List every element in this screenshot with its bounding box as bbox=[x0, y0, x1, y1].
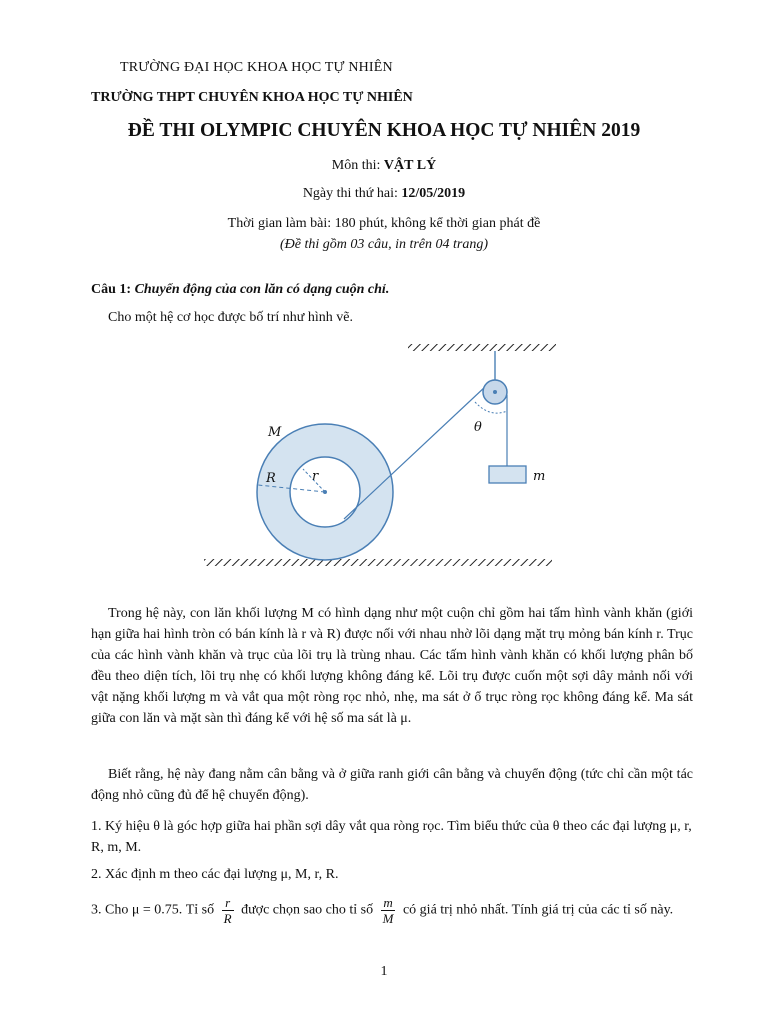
spool-center bbox=[323, 490, 327, 494]
school-name: TRƯỜNG THPT CHUYÊN KHOA HỌC TỰ NHIÊN bbox=[91, 90, 413, 105]
task-3-part-b: được chọn sao cho tỉ số bbox=[241, 902, 374, 918]
date-label: Ngày thi thứ hai: bbox=[302, 186, 398, 201]
label-r: r bbox=[312, 469, 319, 484]
ratio-m-over-M: $\frac{m}{M}$ bbox=[382, 895, 394, 926]
exam-title: ĐỀ THI OLYMPIC CHUYÊN KHOA HỌC TỰ NHIÊN 2019 bbox=[127, 120, 641, 141]
task-1: 1. Ký hiệu θ là góc hợp giữa hai phần sợi dây vắt qua ròng rọc. Tìm biểu thức của θ theo các đại lượng μ, r, R, m, M. bbox=[91, 819, 692, 855]
question-1-label: Câu 1: bbox=[91, 282, 132, 297]
task-3-part-c: có giá trị nhỏ nhất. Tính giá trị của các tỉ số này. bbox=[402, 902, 674, 918]
floor-hatch bbox=[204, 559, 552, 566]
question-1-paragraph-1: Trong hệ này, con lăn khối lượng M có hình dạng như một cuộn chỉ gồm hai tấm hình vành khăn (giới hạn giữa hai hình tròn có bán kính là r và R) được nối với nhau nhờ lõi dạng mặt trụ mỏng bán kính r. Trục của các hình vành khăn và trục của lõi trụ là trùng nhau. Các tấm hình vành khăn có khối lượng phân bố đều theo diện tích, lõi trụ nhẹ có khối lượng không đáng kể. Lõi trụ được cuốn một sợi dây mảnh nối với vật nặng khối lượng m và vắt qua một ròng rọc nhỏ, nhẹ, ma sát ở ổ trục ròng rọc không đáng kể. Ma sát giữa con lăn và mặt sàn thì đáng kể với hệ số ma sát là μ. bbox=[91, 606, 693, 726]
task-3 bbox=[91, 895, 693, 926]
label-m: m bbox=[533, 469, 546, 484]
label-M: M bbox=[268, 425, 282, 440]
university-name: TRƯỜNG ĐẠI HỌC KHOA HỌC TỰ NHIÊN bbox=[120, 60, 393, 75]
question-1-paragraph-2: Biết rằng, hệ này đang nằm cân bằng và ở giữa ranh giới cân bằng và chuyển động (tức chỉ cần một tác động nhỏ cũng đủ để hệ chuyển động). bbox=[91, 767, 693, 803]
task-2: 2. Xác định m theo các đại lượng μ, M, r, R. bbox=[91, 867, 339, 882]
page-number: 1 bbox=[380, 964, 388, 979]
label-R: R bbox=[266, 471, 276, 486]
ceiling-hatch bbox=[408, 344, 556, 351]
exam-note: (Đề thi gồm 03 câu, in trên 04 trang) bbox=[279, 237, 489, 252]
exam-duration: Thời gian làm bài: 180 phút, không kể thời gian phát đề bbox=[227, 216, 541, 231]
label-theta: θ bbox=[474, 420, 482, 435]
subject-label: Môn thi: bbox=[331, 158, 381, 173]
pulley-axle bbox=[493, 390, 497, 394]
date-value: 12/05/2019 bbox=[401, 186, 466, 201]
subject-value: VẬT LÝ bbox=[383, 158, 437, 173]
question-1-title: Chuyển động của con lăn có dạng cuộn chỉ. bbox=[134, 282, 390, 297]
question-1-intro: Cho một hệ cơ học được bố trí như hình vẽ. bbox=[108, 310, 353, 325]
ratio-r-over-R: $\frac{r}{R}$ bbox=[223, 895, 232, 926]
task-3-part-a: 3. Cho μ = 0.75. Tỉ số bbox=[91, 902, 215, 918]
hanging-mass bbox=[489, 466, 526, 483]
